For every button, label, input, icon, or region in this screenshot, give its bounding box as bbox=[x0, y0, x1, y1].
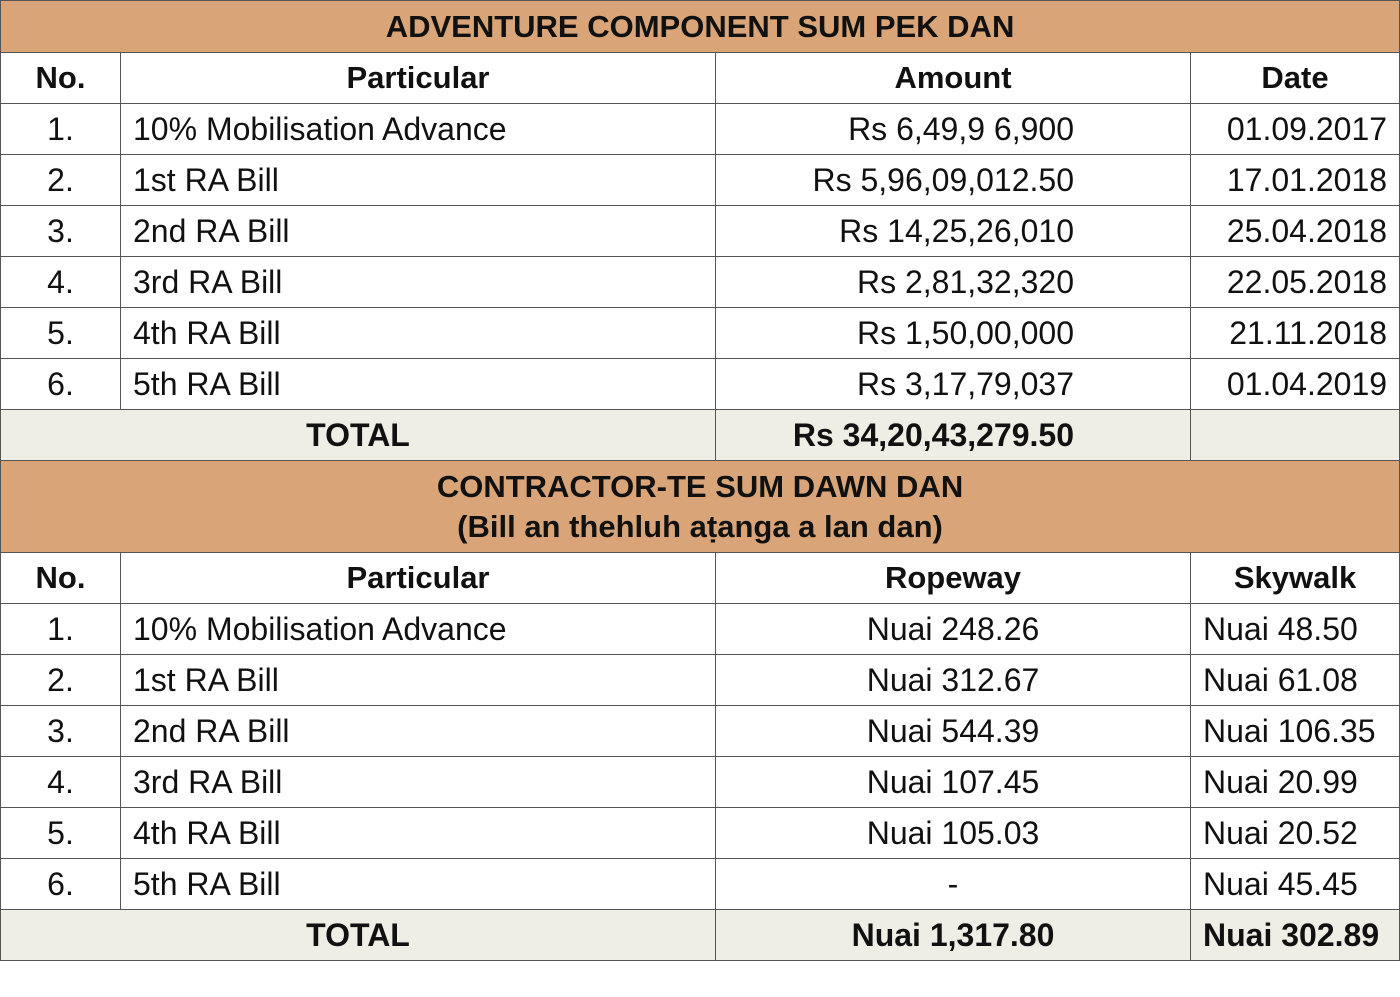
table1-total-amount: Rs 34,20,43,279.50 bbox=[716, 410, 1191, 461]
row-no: 6. bbox=[1, 859, 121, 910]
table1-total-label: TOTAL bbox=[1, 410, 716, 461]
table2-header-no: No. bbox=[1, 553, 121, 604]
table1-header-amount: Amount bbox=[716, 53, 1191, 104]
table-row bbox=[1, 155, 1400, 206]
table-row bbox=[1, 757, 1400, 808]
table2-total-label: TOTAL bbox=[1, 910, 716, 961]
row-amount: Rs 6,49,9 6,900 bbox=[716, 104, 1191, 155]
table2-total-ropeway: Nuai 1,317.80 bbox=[716, 910, 1191, 961]
row-date: 22.05.2018 bbox=[1191, 257, 1400, 308]
row-ropeway: Nuai 105.03 bbox=[716, 808, 1191, 859]
row-ropeway: Nuai 312.67 bbox=[716, 655, 1191, 706]
row-no: 2. bbox=[1, 655, 121, 706]
row-particular: 4th RA Bill bbox=[121, 808, 716, 859]
row-particular: 3rd RA Bill bbox=[121, 257, 716, 308]
row-amount: Rs 14,25,26,010 bbox=[716, 206, 1191, 257]
row-skywalk: Nuai 45.45 bbox=[1191, 859, 1400, 910]
row-particular: 3rd RA Bill bbox=[121, 757, 716, 808]
row-ropeway: Nuai 107.45 bbox=[716, 757, 1191, 808]
row-skywalk: Nuai 48.50 bbox=[1191, 604, 1400, 655]
table1-total-date bbox=[1191, 410, 1400, 461]
table1-total-row bbox=[1, 410, 1400, 461]
table1-header-no: No. bbox=[1, 53, 121, 104]
row-amount: Rs 5,96,09,012.50 bbox=[716, 155, 1191, 206]
table2-header-ropeway: Ropeway bbox=[716, 553, 1191, 604]
row-amount: Rs 2,81,32,320 bbox=[716, 257, 1191, 308]
table-row bbox=[1, 257, 1400, 308]
row-no: 2. bbox=[1, 155, 121, 206]
row-skywalk: Nuai 61.08 bbox=[1191, 655, 1400, 706]
row-ropeway: - bbox=[716, 859, 1191, 910]
row-ropeway: Nuai 544.39 bbox=[716, 706, 1191, 757]
row-particular: 1st RA Bill bbox=[121, 655, 716, 706]
table-row bbox=[1, 859, 1400, 910]
table2-header-row bbox=[1, 553, 1400, 604]
row-particular: 5th RA Bill bbox=[121, 859, 716, 910]
row-particular: 2nd RA Bill bbox=[121, 206, 716, 257]
row-no: 5. bbox=[1, 808, 121, 859]
table-row bbox=[1, 655, 1400, 706]
table-row bbox=[1, 308, 1400, 359]
table2-header-particular: Particular bbox=[121, 553, 716, 604]
row-date: 17.01.2018 bbox=[1191, 155, 1400, 206]
table-row bbox=[1, 104, 1400, 155]
row-particular: 5th RA Bill bbox=[121, 359, 716, 410]
row-no: 3. bbox=[1, 206, 121, 257]
row-no: 3. bbox=[1, 706, 121, 757]
row-ropeway: Nuai 248.26 bbox=[716, 604, 1191, 655]
table-row bbox=[1, 604, 1400, 655]
row-particular: 2nd RA Bill bbox=[121, 706, 716, 757]
table1-title: ADVENTURE COMPONENT SUM PEK DAN bbox=[1, 1, 1400, 53]
row-particular: 10% Mobilisation Advance bbox=[121, 604, 716, 655]
row-particular: 10% Mobilisation Advance bbox=[121, 104, 716, 155]
table1-header-particular: Particular bbox=[121, 53, 716, 104]
row-date: 21.11.2018 bbox=[1191, 308, 1400, 359]
table-row bbox=[1, 206, 1400, 257]
row-skywalk: Nuai 20.52 bbox=[1191, 808, 1400, 859]
table2-total-row bbox=[1, 910, 1400, 961]
row-no: 6. bbox=[1, 359, 121, 410]
row-particular: 4th RA Bill bbox=[121, 308, 716, 359]
row-no: 1. bbox=[1, 104, 121, 155]
table1-header-row bbox=[1, 53, 1400, 104]
table2-title-line2: (Bill an thehluh aṭanga a lan dan) bbox=[457, 508, 943, 544]
row-no: 1. bbox=[1, 604, 121, 655]
table2-total-skywalk: Nuai 302.89 bbox=[1191, 910, 1400, 961]
row-amount: Rs 3,17,79,037 bbox=[716, 359, 1191, 410]
row-no: 4. bbox=[1, 757, 121, 808]
table2-title-line1: CONTRACTOR-TE SUM DAWN DAN bbox=[436, 468, 964, 504]
table1-header-date: Date bbox=[1191, 53, 1400, 104]
row-date: 01.09.2017 bbox=[1191, 104, 1400, 155]
row-no: 5. bbox=[1, 308, 121, 359]
table2-header-skywalk: Skywalk bbox=[1191, 553, 1400, 604]
row-no: 4. bbox=[1, 257, 121, 308]
table-row bbox=[1, 808, 1400, 859]
table2-title bbox=[1, 461, 1400, 553]
row-date: 25.04.2018 bbox=[1191, 206, 1400, 257]
row-skywalk: Nuai 106.35 bbox=[1191, 706, 1400, 757]
table-row bbox=[1, 359, 1400, 410]
row-amount: Rs 1,50,00,000 bbox=[716, 308, 1191, 359]
row-skywalk: Nuai 20.99 bbox=[1191, 757, 1400, 808]
table-row bbox=[1, 706, 1400, 757]
row-particular: 1st RA Bill bbox=[121, 155, 716, 206]
row-date: 01.04.2019 bbox=[1191, 359, 1400, 410]
